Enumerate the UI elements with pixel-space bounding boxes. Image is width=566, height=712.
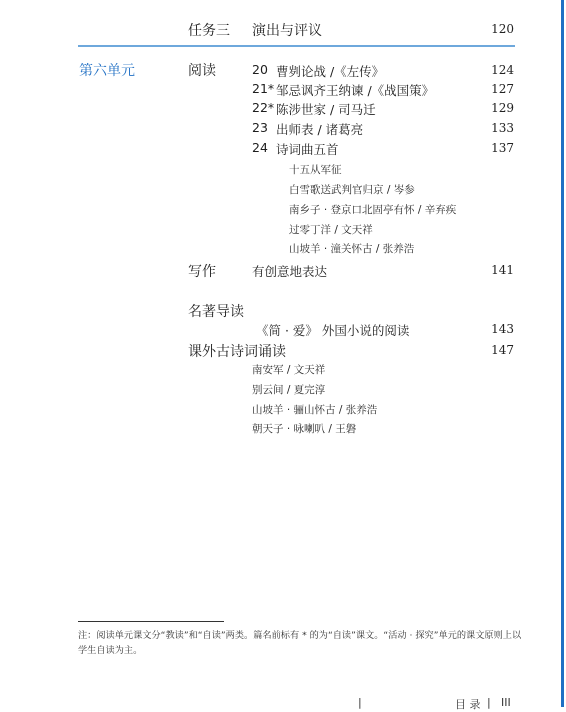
lesson-number: 21* bbox=[252, 81, 275, 96]
folio-separator: | bbox=[487, 696, 491, 709]
writing-title: 有创意地表达 bbox=[252, 264, 328, 279]
lesson-number: 24 bbox=[252, 140, 268, 155]
task-title: 演出与评议 bbox=[252, 23, 322, 39]
lesson-page: 133 bbox=[491, 121, 514, 135]
writing-label: 写作 bbox=[188, 264, 216, 280]
recite-item: 别云间 / 夏完淳 bbox=[252, 384, 326, 396]
recite-page: 147 bbox=[491, 343, 514, 357]
task-label: 任务三 bbox=[188, 23, 230, 39]
footnote-rule bbox=[78, 621, 224, 622]
classics-title: 《简 · 爱》 外国小说的阅读 bbox=[256, 323, 410, 338]
recite-label: 课外古诗词诵读 bbox=[188, 344, 286, 360]
poem-item: 南乡子 · 登京口北固亭有怀 / 辛弃疾 bbox=[289, 204, 457, 216]
lesson-page: 124 bbox=[491, 63, 514, 77]
lesson-title: 诗词曲五首 bbox=[276, 142, 339, 157]
lesson-title: 出师表 / 诸葛亮 bbox=[276, 122, 364, 137]
unit-title: 第六单元 bbox=[79, 63, 135, 79]
writing-page: 141 bbox=[491, 263, 514, 277]
recite-item: 山坡羊 · 骊山怀古 / 张养浩 bbox=[252, 404, 378, 416]
lesson-title: 邹忌讽齐王纳谏 /《战国策》 bbox=[276, 83, 435, 98]
lesson-title: 陈涉世家 / 司马迁 bbox=[276, 102, 376, 117]
lesson-number: 22* bbox=[252, 100, 275, 115]
task-page: 120 bbox=[491, 22, 514, 36]
lesson-title: 曹刿论战 /《左传》 bbox=[276, 64, 385, 79]
lesson-number: 20 bbox=[252, 62, 268, 77]
folio-label: 目 录 bbox=[455, 698, 481, 711]
poem-item: 山坡羊 · 潼关怀古 / 张养浩 bbox=[289, 243, 415, 255]
lesson-page: 137 bbox=[491, 141, 514, 155]
page-edge-bar bbox=[561, 0, 564, 707]
classics-page: 143 bbox=[491, 322, 514, 336]
recite-item: 朝天子 · 咏喇叭 / 王磐 bbox=[252, 423, 357, 435]
folio-left-separator: | bbox=[358, 696, 362, 709]
poem-item: 白雪歌送武判官归京 / 岑参 bbox=[289, 184, 415, 196]
poem-item: 过零丁洋 / 文天祥 bbox=[289, 224, 373, 236]
lesson-page: 129 bbox=[491, 101, 514, 115]
reading-label: 阅读 bbox=[188, 63, 216, 79]
section-divider bbox=[78, 45, 515, 47]
footnote: 注：阅读单元课文分“教读”和“自读”两类。篇名前标有 * 的为“自读”课文。“活动 · 探究”单元的课文原则上以学生自读为主。 bbox=[78, 630, 522, 656]
lesson-page: 127 bbox=[491, 82, 514, 96]
recite-item: 南安军 / 文天祥 bbox=[252, 364, 326, 376]
folio-page-number: III bbox=[501, 696, 511, 709]
classics-label: 名著导读 bbox=[188, 304, 244, 320]
lesson-number: 23 bbox=[252, 120, 268, 135]
poem-item: 十五从军征 bbox=[289, 164, 342, 176]
